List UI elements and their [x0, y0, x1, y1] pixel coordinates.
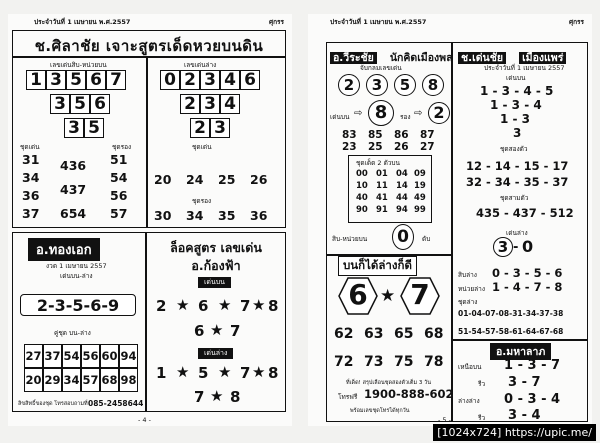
- pair-value: 87: [420, 129, 435, 141]
- mahalap-row-label: ล่างล่าง: [458, 397, 480, 405]
- mini-grid-cell: 04: [396, 169, 408, 179]
- triple-value: 437: [60, 182, 87, 197]
- thong-ek-footer: ลิขสิทธิ์ของชุด โทรสอบถามที่: [18, 401, 88, 407]
- pair-cell: 29: [43, 368, 62, 392]
- star-icon: ★: [252, 296, 266, 314]
- mini-grid-cell: 49: [414, 193, 426, 203]
- mahalap-row: 3 - 7: [508, 375, 541, 390]
- pair-value: 83: [342, 129, 357, 141]
- star-icon: ★: [176, 363, 190, 381]
- top-digit: 2: [156, 297, 167, 315]
- pair-value: 31: [22, 152, 40, 167]
- weerachai-footer2: พร้อมเลขชุดโทรได้ทุกวัน: [350, 408, 410, 414]
- pair-value: 20: [154, 172, 172, 187]
- mahalap-title: อ.มหาลาภ: [490, 343, 551, 360]
- mini-grid-cell: 19: [414, 181, 426, 191]
- mini-grid-cell: 11: [376, 181, 388, 191]
- denchai-date: ประจำวันที่ 1 เมษายน 2557: [484, 64, 565, 72]
- pair-value: 72: [334, 354, 354, 370]
- mini-grid-cell: 10: [356, 181, 368, 191]
- hex-number: 7: [410, 278, 430, 311]
- denchai-line: 0 - 3 - 5 - 6: [492, 266, 563, 280]
- pair-cell: 98: [119, 368, 138, 392]
- thong-ek-phone: 085-2458644: [88, 399, 144, 408]
- pair-value: 26: [394, 141, 409, 153]
- mini-grid-cell: 40: [356, 193, 368, 203]
- title-divider: [12, 56, 286, 58]
- pair-value: 56: [110, 188, 128, 203]
- digit-box: 1: [26, 70, 46, 90]
- pair-value: 51: [110, 152, 128, 167]
- pair-value: 30: [154, 208, 172, 223]
- pair-cell: 57: [81, 368, 100, 392]
- pair-cell: 27: [24, 344, 43, 368]
- star-icon: ★: [218, 363, 232, 381]
- label-chudrong-right: ชุดรอง: [192, 197, 212, 205]
- digit-box: 3: [46, 70, 66, 90]
- triple-value: 436: [60, 158, 87, 173]
- mini-grid-cell: 94: [396, 205, 408, 215]
- thong-ek-numbers: 2-3-5-6-9: [36, 296, 120, 315]
- chud2-label: ชุดเด็ด 2 ตัวบน: [356, 159, 401, 167]
- pair-value: 34: [22, 170, 40, 185]
- denchai-label-top: เด่นบน: [506, 74, 526, 82]
- denchai-line: 12 - 14 - 15 - 17: [466, 159, 569, 173]
- kongfa-title: ล็อคสูตร เลขเด่น: [170, 240, 262, 255]
- weerachai-name2: นักคิดเมืองพล: [389, 52, 453, 64]
- pair-cell: 94: [119, 344, 138, 368]
- mini-grid-cell: 99: [414, 205, 426, 215]
- star-icon: ★: [252, 363, 266, 381]
- digit-box: 3: [200, 70, 220, 90]
- top-digit: 6: [194, 322, 205, 340]
- pair-value: 27: [420, 141, 435, 153]
- right-header-date: ประจำวันที่ 1 เมษายน พ.ศ.2557: [330, 18, 427, 26]
- star-icon: ★: [176, 296, 190, 314]
- top-digit: 6: [198, 297, 209, 315]
- kongfa-bottom-label: เด่นล่าง: [198, 348, 233, 359]
- mahalap-row: 1 - 3 - 7: [504, 358, 561, 373]
- denchai-line: 1 - 4 - 7 - 8: [492, 280, 563, 294]
- mini-grid-cell: 41: [376, 193, 388, 203]
- denchai-line: 1 - 3 - 4 - 5: [480, 84, 554, 98]
- pair-cell: 60: [100, 344, 119, 368]
- denchai-line: 1 - 3: [500, 112, 531, 126]
- label-chudten: ชุดเด่น: [20, 143, 40, 151]
- mini-grid-cell: 09: [414, 169, 426, 179]
- mini-grid-cell: 14: [396, 181, 408, 191]
- label-top-right: เลขเด่นล่าง: [184, 61, 217, 69]
- source-watermark: [1024x724] https://upic.me/: [433, 424, 596, 441]
- weerachai-phone: 1900-888-602: [364, 387, 454, 401]
- label-sib: สิบ-หน่วยบน: [332, 235, 368, 243]
- pair-value: 78: [424, 354, 444, 370]
- digit-box: 3: [210, 118, 230, 138]
- mahalap-row-label: เหนือบน: [458, 363, 482, 371]
- number-circle: 5: [394, 74, 416, 96]
- denchai-line: 3: [513, 126, 522, 140]
- star-icon: ★: [380, 286, 396, 306]
- pair-value: 62: [334, 326, 354, 342]
- top-digit: 7: [230, 322, 241, 340]
- top-digit: 7: [240, 297, 251, 315]
- digit-box: 2: [180, 70, 200, 90]
- pair-value: 25: [218, 172, 236, 187]
- digit-box: 3: [200, 94, 220, 114]
- left-page-number: - 4 -: [138, 416, 151, 424]
- big-number-circle: 2: [428, 102, 450, 124]
- digit-box: 5: [66, 70, 86, 90]
- label-dap: ดับ: [422, 235, 431, 243]
- pair-cell: 56: [81, 344, 100, 368]
- digit-box: 4: [220, 70, 240, 90]
- weerachai-name: อ.วีระชัย: [330, 52, 377, 64]
- label-den-top: เด่นบน: [330, 113, 350, 121]
- mahalap-row-label: รีว: [478, 414, 486, 422]
- denchai-line: 32 - 34 - 35 - 37: [466, 175, 569, 189]
- pair-value: 34: [186, 208, 204, 223]
- left-header-date: ประจำวันที่ 1 เมษายน พ.ศ.2557: [34, 18, 131, 26]
- pair-value: 23: [342, 141, 357, 153]
- denchai-line: 51-54-57-58-61-64-67-68: [458, 327, 564, 336]
- mahalap-row: 3 - 4: [508, 408, 541, 423]
- bottom-circle: 3: [493, 237, 513, 257]
- arrow-icon: ⇨: [414, 108, 423, 119]
- digit-box: 6: [240, 70, 260, 90]
- label-chud-lang: ชุดล่าง: [458, 298, 478, 306]
- label-chudten-right: ชุดเด่น: [192, 143, 212, 151]
- bottom-digit: 7: [240, 364, 251, 382]
- digit-box: 6: [86, 70, 106, 90]
- mini-grid-cell: 90: [356, 205, 368, 215]
- weerachai-footer: ที่เด็ด! สรุปเลือนชุดสองตัวเต็ม 3 วัน: [346, 380, 431, 386]
- pair-value: 86: [394, 129, 409, 141]
- star-icon: ★: [210, 387, 224, 405]
- pair-cell: 34: [62, 368, 81, 392]
- bottom-digit: 8: [230, 388, 241, 406]
- top-digit: 8: [268, 297, 279, 315]
- bottom-digit: 7: [194, 388, 205, 406]
- pair-value: 65: [394, 326, 414, 342]
- denchai-label-pairs: ชุดสองตัว: [500, 145, 528, 153]
- dash-mark: -: [513, 240, 519, 255]
- number-circle: 8: [422, 74, 444, 96]
- denchai-line: 435 - 437 - 512: [476, 206, 574, 220]
- big-number-circle: 8: [368, 100, 394, 126]
- mahalap-row: 0 - 3 - 4: [504, 392, 561, 407]
- mini-grid-cell: 91: [376, 205, 388, 215]
- pair-cell: 37: [43, 344, 62, 368]
- pair-value: 24: [186, 172, 204, 187]
- mini-grid-cell: 00: [356, 169, 368, 179]
- pair-cell: 68: [100, 368, 119, 392]
- triple-value: 654: [60, 206, 87, 221]
- digit-box: 0: [160, 70, 180, 90]
- denchai-name2: เมืองแพร่: [519, 52, 566, 64]
- digit-box: 3: [50, 94, 70, 114]
- pair-value: 85: [368, 129, 383, 141]
- pair-value: 68: [424, 326, 444, 342]
- digit-box: 2: [190, 118, 210, 138]
- pair-value: 25: [368, 141, 383, 153]
- pair-value: 26: [250, 172, 268, 187]
- thong-ek-title: อ.ทองเอก: [28, 238, 100, 261]
- pair-value: 54: [110, 170, 128, 185]
- number-circle: 2: [338, 74, 360, 96]
- left-title: ช.ศิลาชัย เจาะสูตรเด็ดหวยบนดิน: [34, 37, 264, 55]
- pair-cell: 20: [24, 368, 43, 392]
- label-top-left: เลขเด่นสิบ-หน่วยบน: [50, 61, 107, 69]
- thong-ek-date: งวด 1 เมษายน 2557: [46, 262, 107, 270]
- kongfa-name: อ.ก้องฟ้า: [191, 258, 241, 273]
- pair-value: 75: [394, 354, 414, 370]
- digit-box: 5: [70, 94, 90, 114]
- right-page-number: - 5 -: [438, 416, 451, 424]
- digit-box: 5: [84, 118, 104, 138]
- left-header-day: ศุกรร: [268, 18, 284, 26]
- left-page: [8, 14, 292, 426]
- mini-grid-cell: 44: [396, 193, 408, 203]
- bon-title: บนก็ได้ล่างก็ดี: [338, 256, 417, 276]
- zero-circle: 0: [392, 224, 414, 250]
- mini-grid-cell: 01: [376, 169, 388, 179]
- digit-box: 7: [106, 70, 126, 90]
- kongfa-top-label: เด่นบน: [198, 277, 231, 288]
- thong-ek-sub2: คู่ชุด บน-ล่าง: [54, 329, 91, 337]
- weerachai-sub: จับกลมเลขเด่น: [360, 64, 402, 72]
- pair-value: 36: [22, 188, 40, 203]
- arrow-icon: ⇨: [354, 108, 363, 119]
- pair-cell: 54: [62, 344, 81, 368]
- denchai-line: 0: [522, 237, 534, 256]
- star-icon: ★: [218, 296, 232, 314]
- denchai-label-bottom: เด่นล่าง: [506, 229, 528, 237]
- label-rong: รอง: [400, 113, 411, 121]
- denchai-label-triples: ชุดสามตัว: [500, 194, 529, 202]
- digit-box: 4: [220, 94, 240, 114]
- pair-value: 57: [110, 206, 128, 221]
- label-chudrong: ชุดรอง: [112, 143, 132, 151]
- right-header-day: ศุกรร: [568, 18, 584, 26]
- pair-value: 73: [364, 354, 384, 370]
- label-sib-lang: สิบล่าง: [458, 271, 477, 279]
- bottom-digit: 8: [268, 364, 279, 382]
- pair-value: 37: [22, 206, 40, 221]
- pair-value: 36: [250, 208, 268, 223]
- bottom-digit: 1: [156, 364, 167, 382]
- digit-box: 2: [180, 94, 200, 114]
- denchai-line: 1 - 3 - 4: [490, 98, 542, 112]
- label-nuay-lang: หน่วยล่าง: [458, 285, 485, 293]
- digit-box: 3: [64, 118, 84, 138]
- weerachai-call: โทรฟรี: [338, 393, 358, 401]
- mid-divider: [146, 57, 148, 228]
- star-icon: ★: [210, 321, 224, 339]
- denchai-line: 01-04-07-08-31-34-37-38: [458, 309, 564, 318]
- mahalap-row-label: รีว: [478, 380, 486, 388]
- number-circle: 3: [366, 74, 388, 96]
- right-page: [308, 14, 592, 426]
- pair-value: 35: [218, 208, 236, 223]
- denchai-name: ช.เด่นชัย: [458, 52, 506, 64]
- hex-number: 6: [348, 278, 368, 311]
- thong-ek-sub: เด่นบน-ล่าง: [60, 272, 93, 280]
- digit-box: 6: [90, 94, 110, 114]
- bottom-digit: 5: [198, 364, 209, 382]
- pair-value: 63: [364, 326, 384, 342]
